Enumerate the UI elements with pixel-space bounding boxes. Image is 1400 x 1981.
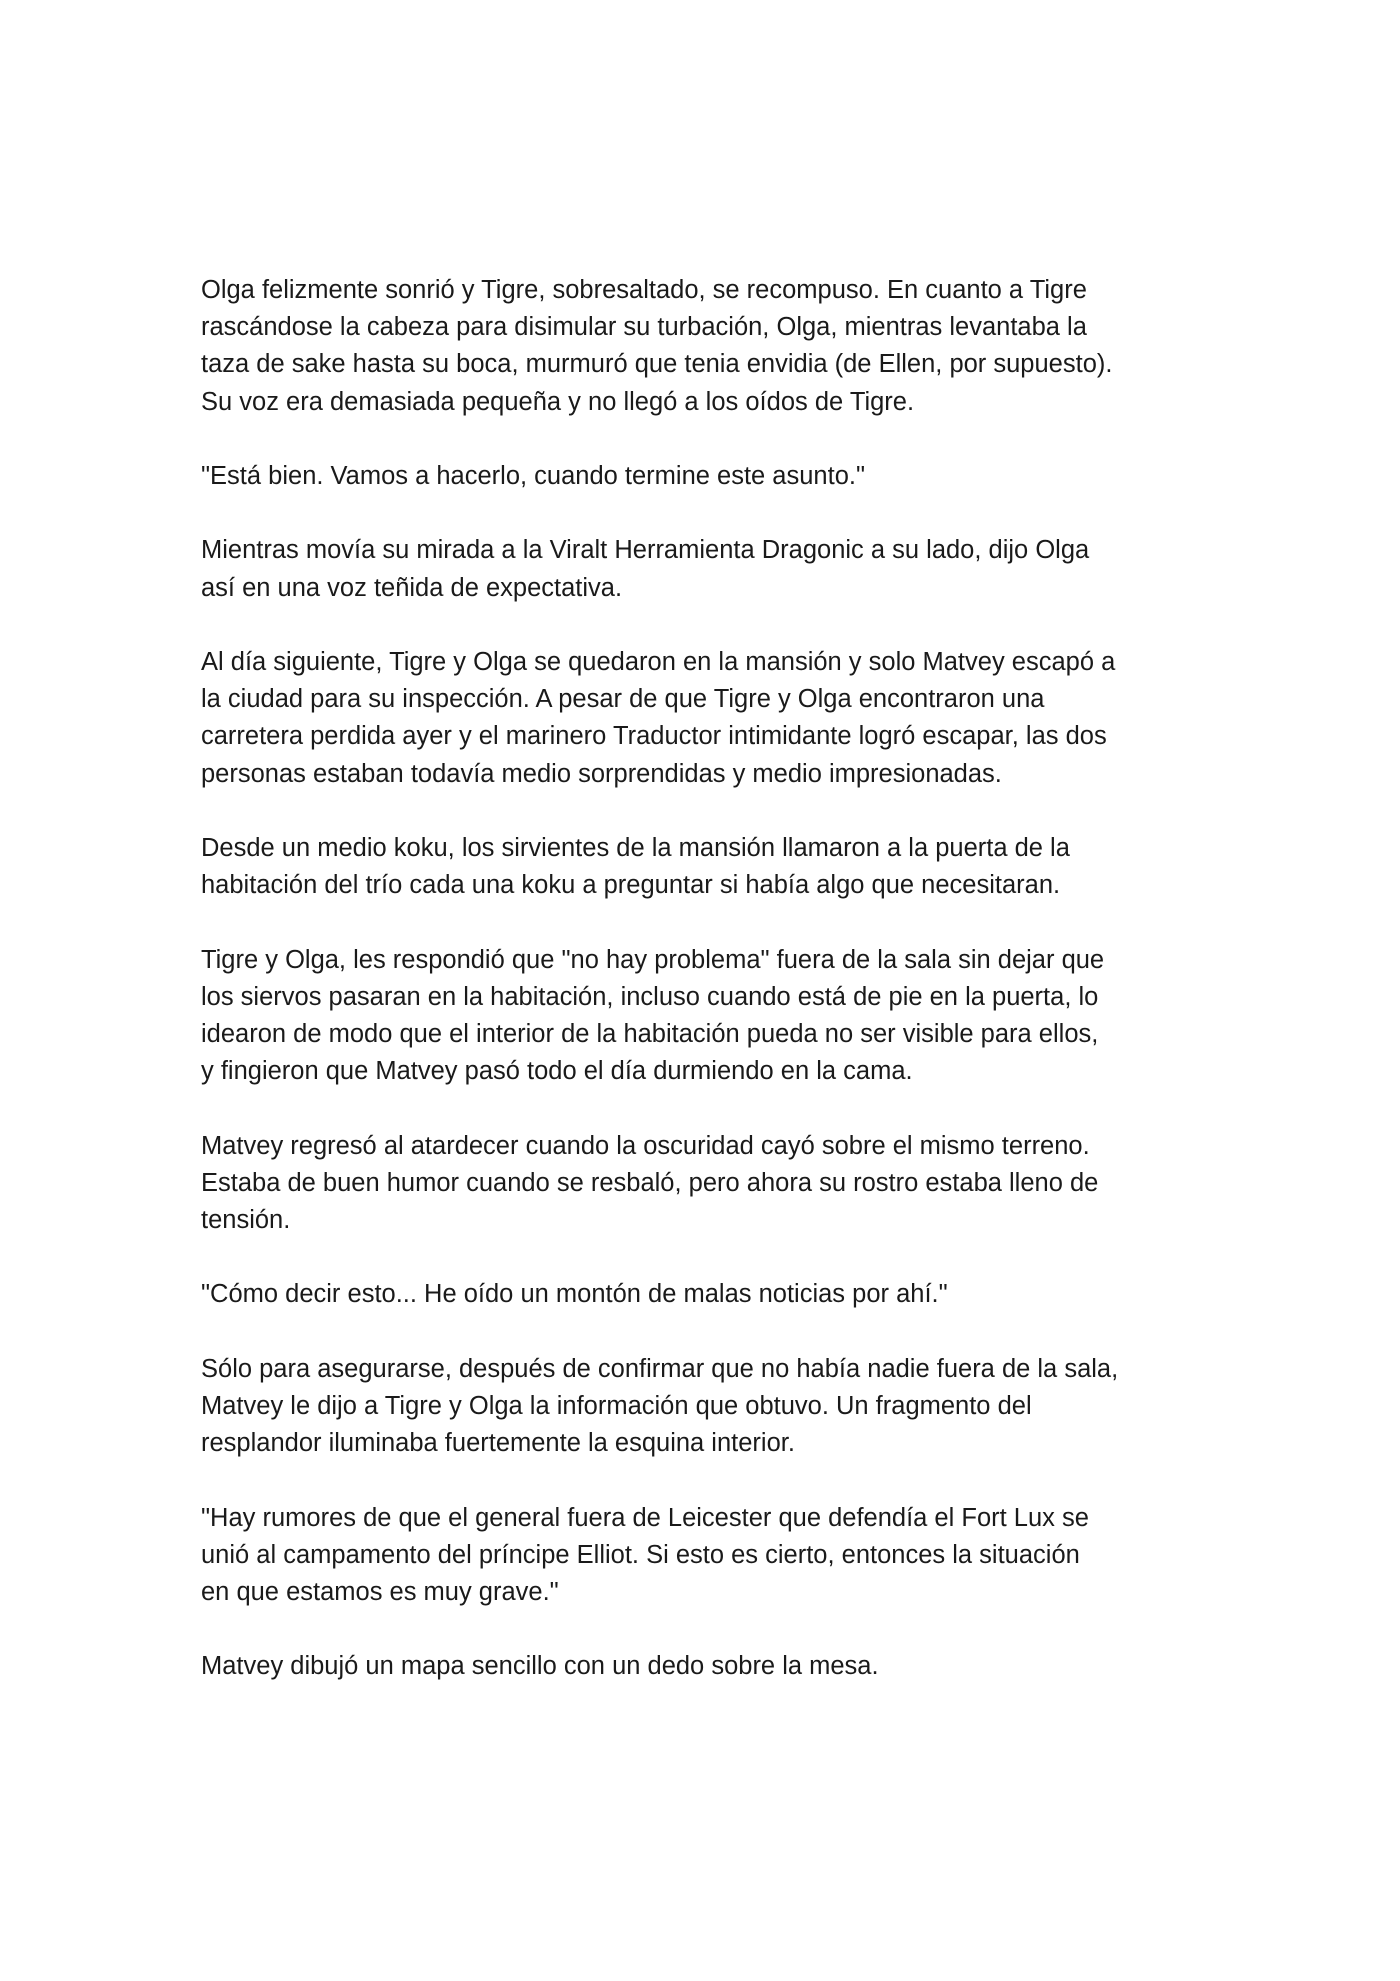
text-line: "Hay rumores de que el general fuera de Leicester que defendía el Fort Lux se — [201, 1503, 1089, 1532]
paragraph-2 — [201, 458, 1201, 495]
text-line: los siervos pasaran en la habitación, incluso cuando está de pie en la puerta, lo — [201, 982, 1099, 1011]
text-line: en que estamos es muy grave." — [201, 1577, 559, 1606]
text-line: Desde un medio koku, los sirvientes de la mansión llamaron a la puerta de la — [201, 833, 1070, 862]
text-line: idearon de modo que el interior de la habitación pueda no ser visible para ellos, — [201, 1019, 1099, 1048]
document-body — [201, 272, 1201, 1723]
text-line: la ciudad para su inspección. A pesar de que Tigre y Olga encontraron una — [201, 685, 1045, 714]
text-line: Matvey le dijo a Tigre y Olga la información que obtuvo. Un fragmento del — [201, 1391, 1032, 1420]
paragraph-6 — [201, 942, 1201, 1091]
text-line: así en una voz teñida de expectativa. — [201, 573, 623, 602]
text-line: resplandor iluminaba fuertemente la esquina interior. — [201, 1429, 795, 1458]
text-line: Al día siguiente, Tigre y Olga se quedaron en la mansión y solo Matvey escapó a — [201, 647, 1116, 676]
text-line: carretera perdida ayer y el marinero Traductor intimidante logró escapar, las dos — [201, 722, 1107, 751]
text-line: taza de sake hasta su boca, murmuró que tenia envidia (de Ellen, por supuesto). — [201, 350, 1113, 379]
text-line: rascándose la cabeza para disimular su turbación, Olga, mientras levantaba la — [201, 313, 1087, 342]
text-line: unió al campamento del príncipe Elliot. Si esto es cierto, entonces la situación — [201, 1540, 1080, 1569]
paragraph-7 — [201, 1128, 1201, 1240]
text-line: personas estaban todavía medio sorprendidas y medio impresionadas. — [201, 759, 1002, 788]
text-line: "Está bien. Vamos a hacerlo, cuando termine este asunto." — [201, 462, 866, 490]
paragraph-9 — [201, 1351, 1201, 1463]
text-line: Matvey regresó al atardecer cuando la oscuridad cayó sobre el mismo terreno. — [201, 1131, 1090, 1160]
paragraph-4 — [201, 644, 1201, 793]
text-line: "Cómo decir esto... He oído un montón de malas noticias por ahí." — [201, 1280, 948, 1309]
text-line: Sólo para asegurarse, después de confirmar que no había nadie fuera de la sala, — [201, 1354, 1119, 1383]
text-line: Su voz era demasiada pequeña y no llegó a los oídos de Tigre. — [201, 387, 915, 416]
text-line: Mientras movía su mirada a la Viralt Herramienta Dragonic a su lado, dijo Olga — [201, 536, 1090, 565]
text-line: Matvey dibujó un mapa sencillo con un dedo sobre la mesa. — [201, 1652, 879, 1681]
text-line: y fingieron que Matvey pasó todo el día durmiendo en la cama. — [201, 1057, 913, 1086]
paragraph-1 — [201, 272, 1201, 421]
paragraph-10 — [201, 1500, 1201, 1612]
text-line: Tigre y Olga, les respondió que "no hay problema" fuera de la sala sin dejar que — [201, 945, 1105, 974]
text-line: tensión. — [201, 1205, 291, 1234]
paragraph-8 — [201, 1276, 1201, 1313]
text-line: Olga felizmente sonrió y Tigre, sobresaltado, se recompuso. En cuanto a Tigre — [201, 276, 1087, 304]
text-line: habitación del trío cada una koku a preguntar si había algo que necesitaran. — [201, 871, 1061, 900]
text-line: Estaba de buen humor cuando se resbaló, pero ahora su rostro estaba lleno de — [201, 1168, 1099, 1197]
paragraph-5 — [201, 830, 1201, 904]
paragraph-11 — [201, 1648, 1201, 1685]
paragraph-3 — [201, 532, 1201, 606]
